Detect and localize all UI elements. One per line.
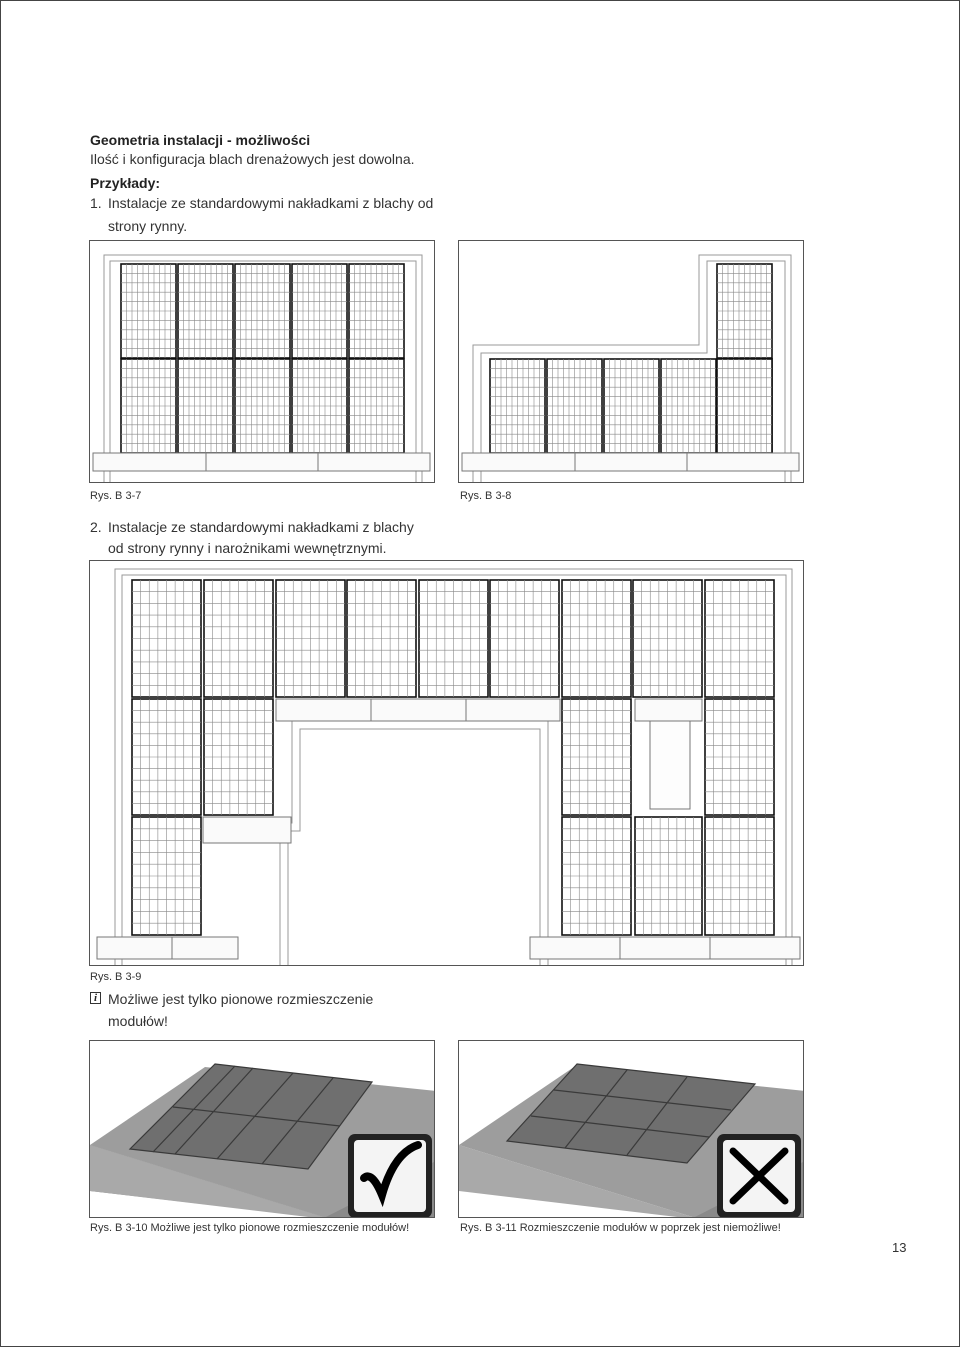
section-title: Geometria instalacji - możliwości [90, 132, 311, 148]
item1-line1: Instalacje ze standardowymi nakładkami z blachy od [108, 195, 434, 211]
item1-line2: strony rynny. [108, 218, 188, 234]
item2-line2: od strony rynny i narożnikami wewnętrznymi. [108, 540, 387, 556]
item1-number: 1. [90, 195, 102, 211]
drainage-plate [276, 699, 371, 721]
drainage-plate [530, 937, 620, 959]
drainage-plate [575, 453, 687, 471]
info-icon: i [90, 992, 101, 1004]
drainage-plate [462, 453, 575, 471]
examples-label: Przykłady: [90, 175, 161, 191]
caption-b3-11: Rys. B 3-11 Rozmieszczenie modułów w poprzek jest niemożliwe! [460, 1222, 781, 1234]
item2-line1: Instalacje ze standardowymi nakładkami z blachy [108, 519, 414, 535]
drainage-plate [710, 937, 800, 959]
drainage-plate [635, 699, 702, 721]
drainage-plate [687, 453, 799, 471]
section-intro: Ilość i konfiguracja blach drenażowych jest dowolna. [90, 151, 415, 167]
corner-plate [650, 721, 690, 809]
drainage-plate [203, 817, 291, 843]
figure-b3-11 [458, 1040, 804, 1218]
figure-b3-8 [458, 240, 804, 483]
caption-b3-8: Rys. B 3-8 [460, 490, 512, 502]
figure-b3-7 [89, 240, 435, 483]
caption-b3-9: Rys. B 3-9 [90, 971, 142, 983]
drainage-plate [318, 453, 430, 471]
figure-b3-10 [89, 1040, 435, 1218]
drainage-plate [371, 699, 466, 721]
figure-b3-9 [89, 560, 804, 966]
drainage-plate [172, 937, 238, 959]
drainage-plate [93, 453, 206, 471]
caption-b3-10: Rys. B 3-10 Możliwe jest tylko pionowe rozmieszczenie modułów! [90, 1222, 410, 1234]
roof-drawing-b3-7 [90, 241, 435, 483]
roof-drawing-b3-9 [90, 561, 804, 966]
note-line1: Możliwe jest tylko pionowe rozmieszczenie [108, 991, 374, 1007]
roof-drawing-b3-8 [459, 241, 804, 483]
drainage-plate [466, 699, 560, 721]
note-line2: modułów! [108, 1013, 168, 1029]
caption-b3-7: Rys. B 3-7 [90, 490, 142, 502]
pitched-roof-drawing-b3-11 [459, 1041, 804, 1218]
drainage-plate [206, 453, 318, 471]
roof-border [280, 721, 548, 966]
page-number: 13 [892, 1240, 907, 1255]
pitched-roof-drawing-b3-10 [90, 1041, 435, 1218]
drainage-plate [97, 937, 172, 959]
drainage-plate [620, 937, 710, 959]
roof-border [288, 729, 540, 966]
item2-number: 2. [90, 519, 102, 535]
